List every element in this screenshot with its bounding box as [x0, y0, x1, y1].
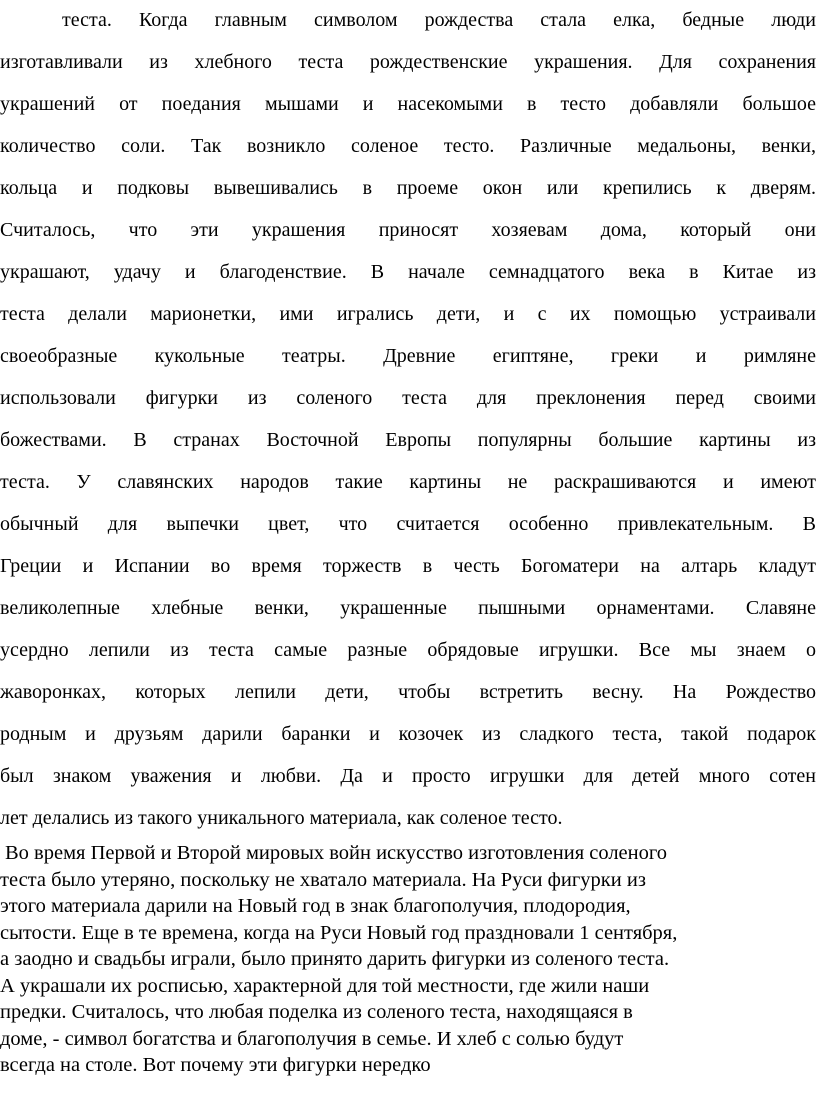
text-line: А украшали их росписью, характерной для той местности, где жили наши — [0, 974, 650, 997]
text-line: Считалось, что эти украшения приносят хозяевам дома, который они — [0, 219, 816, 241]
text-line: предки. Считалось, что любая поделка из соленого теста, находящаяся в — [0, 1001, 633, 1023]
text-line: божествами. В странах Восточной Европы популярны большие картины из — [0, 429, 816, 451]
text-line: количество соли. Так возникло соленое тесто. Различные медальоны, венки, — [0, 135, 816, 157]
text-line: теста было утеряно, поскольку не хватало материала. На Руси фигурки из — [0, 868, 646, 891]
text-line: родным и друзьям дарили баранки и козочек из сладкого теста, такой подарок — [0, 723, 816, 745]
text-line: теста. Когда главным символом рождества стала елка, бедные люди — [62, 9, 816, 31]
text-line: своеобразные кукольные театры. Древние египтяне, греки и римляне — [0, 345, 816, 367]
text-line: великолепные хлебные венки, украшенные пышными орнаментами. Славяне — [0, 597, 816, 619]
text-line: жаворонках, которых лепили дети, чтобы встретить весну. На Рождество — [0, 681, 816, 703]
text-line: украшают, удачу и благоденствие. В начале семнадцатого века в Китае из — [0, 261, 816, 283]
text-line: доме, - символ богатства и благополучия в семье. И хлеб с солью будут — [0, 1027, 624, 1050]
text-line: всегда на столе. Вот почему эти фигурки нередко — [0, 1054, 431, 1076]
text-line: лет делались из такого уникального материала, как соленое тесто. — [0, 807, 563, 829]
text-line: Греции и Испании во время торжеств в честь Богоматери на алтарь кладут — [0, 555, 816, 577]
text-line: обычный для выпечки цвет, что считается особенно привлекательным. В — [0, 513, 816, 535]
text-line: украшений от поедания мышами и насекомыми в тесто добавляли большое — [0, 93, 816, 115]
text-line: изготавливали из хлебного теста рождественские украшения. Для сохранения — [0, 51, 816, 73]
text-line: усердно лепили из теста самые разные обрядовые игрушки. Все мы знаем о — [0, 639, 816, 661]
text-line: Во время Первой и Второй мировых войн искусство изготовления соленого — [5, 842, 668, 864]
text-line: сытости. Еще в те времена, когда на Руси Новый год праздновали 1 сентября, — [0, 921, 678, 944]
text-line: был знаком уважения и любви. Да и просто игрушки для детей много сотен — [0, 765, 816, 787]
text-line: этого материала дарили на Новый год в знак благополучия, плодородия, — [0, 895, 631, 917]
text-line: кольца и подковы вывешивались в проеме окон или крепились к дверям. — [0, 177, 816, 199]
text-line: теста делали марионетки, ими игрались дети, и с их помощью устраивали — [0, 303, 816, 325]
text-line: а заодно и свадьбы играли, было принято дарить фигурки из соленого теста. — [0, 948, 670, 970]
paragraph-2 — [0, 840, 816, 1079]
text-line: использовали фигурки из соленого теста для преклонения перед своими — [0, 387, 816, 409]
text-line: теста. У славянских народов такие картины не раскрашиваются и имеют — [0, 471, 816, 493]
